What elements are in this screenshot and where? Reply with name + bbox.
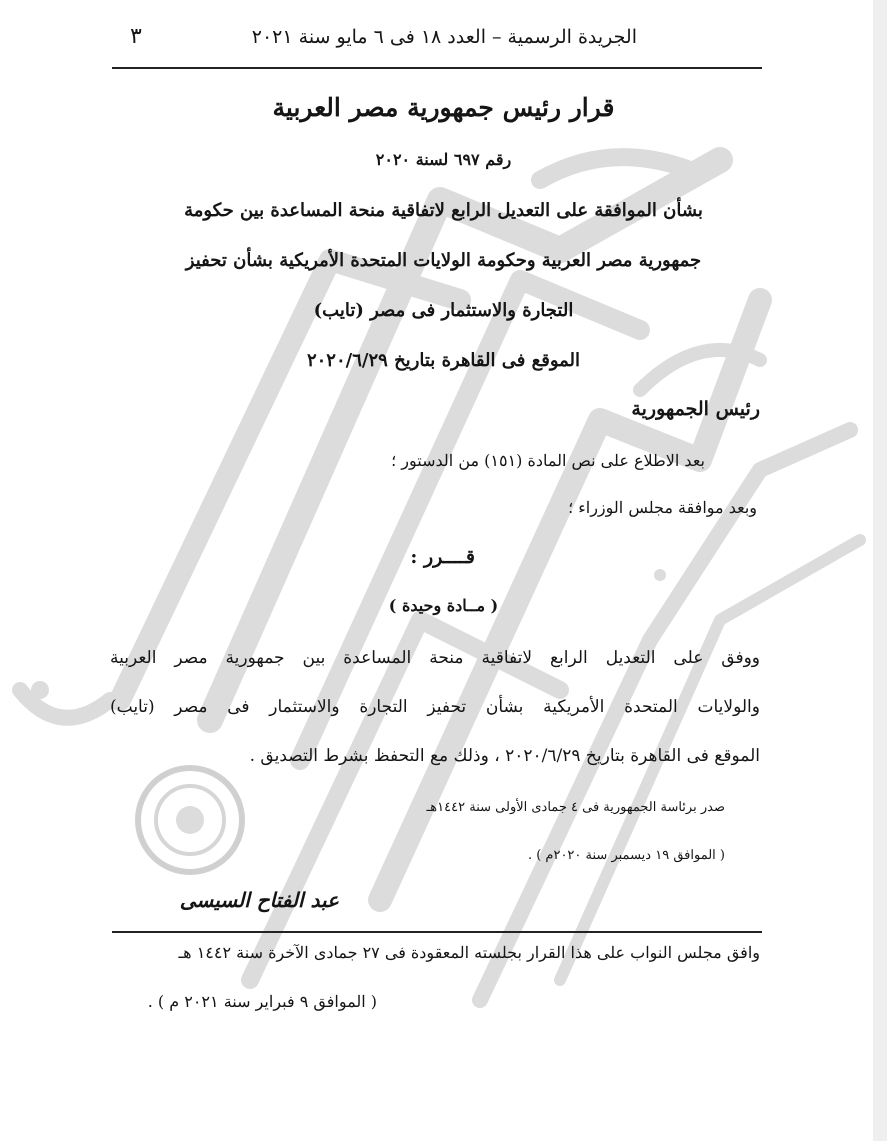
article-text-line: الموقع فى القاهرة بتاريخ ٢٠٢٠/٦/٢٩ ، وذلك مع التحفظ بشرط التصديق . <box>249 746 760 766</box>
decree-number: رقم ٦٩٧ لسنة ٢٠٢٠ <box>375 150 512 169</box>
issued-statement: صدر برئاسة الجمهورية فى ٤ جمادى الأولى سنة ١٤٤٢هـ <box>426 800 725 815</box>
article-text-line: والولايات المتحدة الأمريكية بشأن تحفيز التجارة والاستثمار فى مصر (تايب) <box>110 697 760 717</box>
decree-subject-line: التجارة والاستثمار فى مصر (تايب) <box>313 300 574 321</box>
issued-gregorian-date: ( الموافق ١٩ ديسمبر سنة ٢٠٢٠م ) . <box>527 848 725 863</box>
recital: بعد الاطلاع على نص المادة (١٥١) من الدستور ؛ <box>391 451 705 470</box>
decree-title: قرار رئيس جمهورية مصر العربية <box>272 93 615 122</box>
header-rule <box>112 67 762 69</box>
decree-subject-line: بشأن الموافقة على التعديل الرابع لاتفاقية منحة المساعدة بين حكومة <box>184 200 703 221</box>
president-signature: عبد الفتاح السيسى <box>179 888 339 912</box>
article-heading: ( مــادة وحيدة ) <box>388 596 499 615</box>
president-heading: رئيس الجمهورية <box>631 398 760 420</box>
decree-signing-date: الموقع فى القاهرة بتاريخ ٢٠٢٠/٦/٢٩ <box>306 350 581 371</box>
decree-subject-line: جمهورية مصر العربية وحكومة الولايات المتحدة الأمريكية بشأن تحفيز <box>185 250 702 271</box>
page-number: ٣ <box>130 24 142 49</box>
section-rule <box>112 931 762 933</box>
decided-heading: قــــرر : <box>410 546 475 568</box>
running-header: الجريدة الرسمية – العدد ١٨ فى ٦ مايو سنة ٢٠٢١ <box>251 26 637 48</box>
parliament-approval: وافق مجلس النواب على هذا القرار بجلسته المعقودة فى ٢٧ جمادى الآخرة سنة ١٤٤٢ هـ <box>178 943 760 962</box>
article-text-line: ووفق على التعديل الرابع لاتفاقية منحة المساعدة بين جمهورية مصر العربية <box>110 648 760 668</box>
recital: وبعد موافقة مجلس الوزراء ؛ <box>568 498 757 517</box>
parliament-approval-gregorian: ( الموافق ٩ فبراير سنة ٢٠٢١ م ) . <box>147 992 377 1011</box>
